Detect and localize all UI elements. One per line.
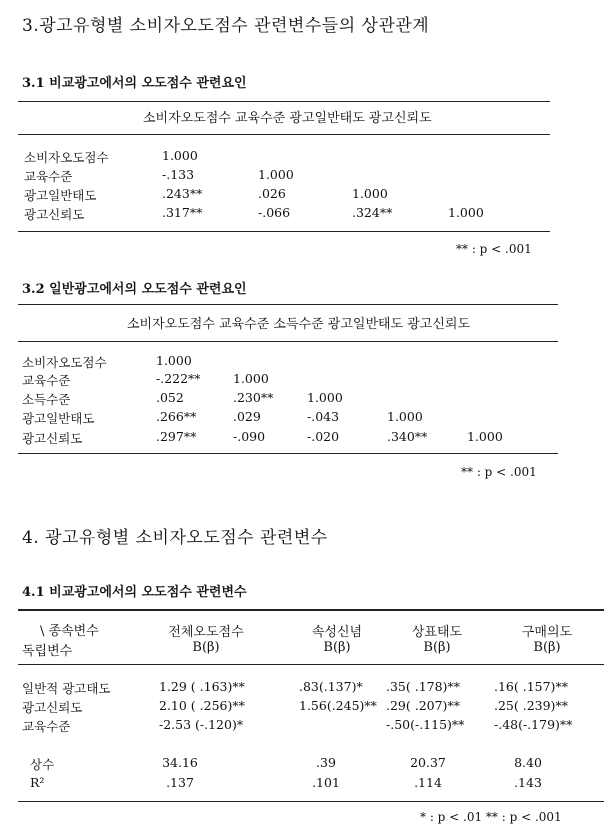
table-4-1-title: 4.1 비교광고에서의 오도점수 관련변수 [22, 585, 247, 600]
column-header: 상표태도 [411, 625, 463, 640]
table-cell: 1.000 [233, 371, 269, 386]
row-label: 소득수준 [22, 392, 71, 407]
table-cell: -.043 [307, 409, 340, 424]
table-cell: -.020 [307, 429, 340, 444]
row-label: 일반적 광고태도 [22, 681, 111, 696]
section-3-title: 3.광고유형별 소비자오도점수 관련변수들의 상관관계 [22, 16, 430, 36]
table-3-1-note: ** : p < .001 [456, 242, 532, 256]
corner-independent-label: 독립변수 [22, 644, 73, 659]
table-3-2-title: 3.2 일반광고에서의 오도점수 관련요인 [22, 282, 247, 297]
column-header: 전체오도점수 [168, 625, 244, 640]
table-cell: 1.56(.245)** [299, 698, 377, 713]
divider [18, 231, 550, 232]
table-cell: .243** [162, 186, 203, 201]
table-cell: 2.10 ( .256)** [159, 698, 245, 713]
table-cell: 1.000 [387, 409, 423, 424]
table-cell: .324** [352, 205, 393, 220]
section-4-title: 4. 광고유형별 소비자오도점수 관련변수 [22, 528, 328, 548]
column-header: 구매의도 [521, 625, 573, 640]
table-cell: 1.000 [352, 186, 388, 201]
table-cell: -.090 [233, 429, 266, 444]
divider [18, 453, 558, 454]
table-cell: -2.53 (-.120)* [159, 717, 244, 732]
divider [18, 101, 550, 102]
table-cell: .052 [156, 390, 184, 405]
divider [18, 664, 604, 665]
table-cell: 1.000 [467, 429, 503, 444]
column-header: 속성신념 [311, 625, 363, 640]
table-cell: .340** [387, 429, 428, 444]
table-cell: .25( .239)** [494, 698, 568, 713]
row-label: 소비자오도점수 [22, 355, 107, 370]
row-label: 광고일반태도 [22, 411, 95, 426]
corner-dependent-label: \ 종속변수 [40, 624, 99, 639]
r-squared-value: .114 [414, 775, 442, 790]
divider [18, 134, 550, 135]
table-cell: 1.29 ( .163)** [159, 679, 245, 694]
constant-value: 20.37 [410, 755, 446, 770]
column-subheader: B(β) [323, 640, 351, 655]
table-3-1-header: 소비자오도점수 교육수준 광고일반태도 광고신뢰도 [143, 111, 432, 126]
row-label: 광고일반태도 [24, 188, 97, 203]
table-3-1-title: 3.1 비교광고에서의 오도점수 관련요인 [22, 76, 247, 91]
constant-label: 상수 [30, 757, 55, 772]
table-cell: -.50(-.115)** [386, 717, 465, 732]
constant-value: 34.16 [162, 755, 198, 770]
table-cell: .266** [156, 409, 197, 424]
table-cell: .317** [162, 205, 203, 220]
r-squared-value: .101 [312, 775, 340, 790]
divider [18, 609, 604, 611]
table-cell: -.133 [162, 167, 195, 182]
row-label: 광고신뢰도 [22, 431, 83, 446]
table-cell: 1.000 [162, 148, 198, 163]
constant-value: 8.40 [514, 755, 542, 770]
table-cell: 1.000 [448, 205, 484, 220]
divider [18, 341, 558, 342]
table-cell: .029 [233, 409, 261, 424]
column-subheader: B(β) [533, 640, 561, 655]
r-squared-label: R² [30, 775, 45, 790]
row-label: 광고신뢰도 [22, 700, 83, 715]
table-cell: .83(.137)* [299, 679, 363, 694]
table-cell: .026 [258, 186, 286, 201]
row-label: 교육수준 [24, 169, 73, 184]
table-cell: -.222** [156, 371, 201, 386]
table-cell: 1.000 [307, 390, 343, 405]
table-cell: .297** [156, 429, 197, 444]
table-cell: .35( .178)** [386, 679, 460, 694]
table-3-2-note: ** : p < .001 [461, 465, 537, 479]
row-label: 광고신뢰도 [24, 207, 85, 222]
table-cell: 1.000 [258, 167, 294, 182]
table-cell: .16( .157)** [494, 679, 568, 694]
table-3-2-header: 소비자오도점수 교육수준 소득수준 광고일반태도 광고신뢰도 [127, 317, 471, 332]
table-cell: .29( .207)** [386, 698, 460, 713]
r-squared-value: .137 [166, 775, 194, 790]
divider [18, 801, 604, 802]
table-cell: -.48(-.179)** [494, 717, 573, 732]
table-cell: -.066 [258, 205, 291, 220]
constant-value: .39 [316, 755, 336, 770]
column-subheader: B(β) [423, 640, 451, 655]
column-subheader: B(β) [192, 640, 220, 655]
table-cell: .230** [233, 390, 274, 405]
row-label: 교육수준 [22, 719, 71, 734]
table-4-1-note: * : p < .01 ** : p < .001 [420, 810, 562, 824]
table-cell: 1.000 [156, 353, 192, 368]
row-label: 교육수준 [22, 373, 71, 388]
row-label: 소비자오도점수 [24, 150, 109, 165]
divider [18, 304, 558, 305]
r-squared-value: .143 [514, 775, 542, 790]
